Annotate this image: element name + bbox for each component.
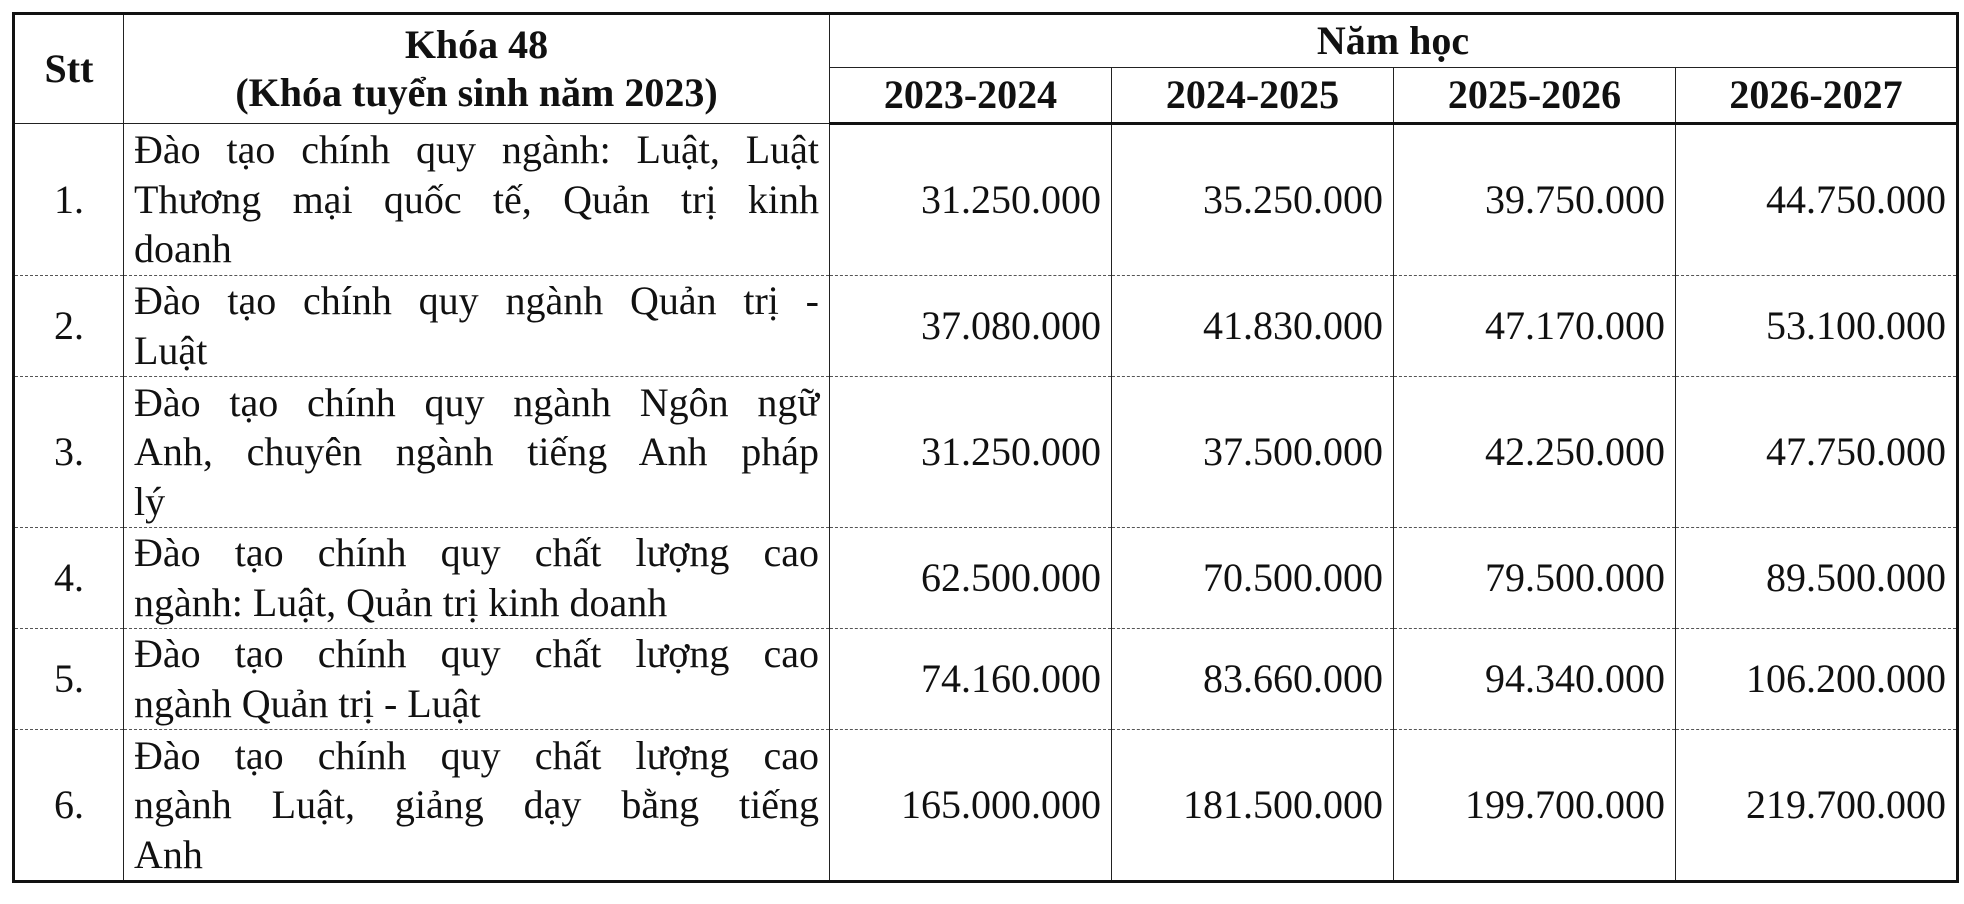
- fee-cell: 74.160.000: [830, 629, 1112, 730]
- program-line: Đào tạo chính quy chất lượng cao: [134, 631, 819, 677]
- fee-cell: 181.500.000: [1112, 730, 1394, 882]
- fee-cell: 53.100.000: [1676, 276, 1958, 377]
- fee-cell: 39.750.000: [1394, 124, 1676, 276]
- header-stt: Stt: [14, 14, 124, 124]
- row-stt: 3.: [14, 377, 124, 528]
- row-stt: 5.: [14, 629, 124, 730]
- header-year: 2024-2025: [1112, 68, 1394, 124]
- fee-cell: 44.750.000: [1676, 124, 1958, 276]
- header-year: 2025-2026: [1394, 68, 1676, 124]
- table-row: [14, 629, 1958, 730]
- table-row: [14, 730, 1958, 882]
- row-stt: 6.: [14, 730, 124, 882]
- fee-cell: 47.750.000: [1676, 377, 1958, 528]
- header-nam-hoc: Năm học: [830, 14, 1958, 68]
- program-line: Đào tạo chính quy ngành Ngôn ngữ: [134, 379, 819, 425]
- program-line: Đào tạo chính quy ngành: Luật, Luật: [134, 127, 819, 173]
- table-row: [14, 528, 1958, 629]
- fee-cell: 219.700.000: [1676, 730, 1958, 882]
- program-line: Luật: [134, 328, 208, 373]
- row-stt: 4.: [14, 528, 124, 629]
- fee-cell: 41.830.000: [1112, 276, 1394, 377]
- fee-cell: 47.170.000: [1394, 276, 1676, 377]
- header-khoa-line1: Khóa 48: [404, 22, 549, 67]
- row-program: [124, 730, 830, 882]
- fee-cell: 31.250.000: [830, 377, 1112, 528]
- row-program: [124, 377, 830, 528]
- row-program: [124, 528, 830, 629]
- header-khoa: [124, 14, 830, 124]
- fee-cell: 42.250.000: [1394, 377, 1676, 528]
- table-row: [14, 377, 1958, 528]
- row-program: [124, 276, 830, 377]
- header-year: 2023-2024: [830, 68, 1112, 124]
- program-line: ngành: Luật, Quản trị kinh doanh: [134, 580, 668, 625]
- fee-cell: 37.500.000: [1112, 377, 1394, 528]
- fee-cell: 94.340.000: [1394, 629, 1676, 730]
- table-row: [14, 124, 1958, 276]
- fee-cell: 165.000.000: [830, 730, 1112, 882]
- fee-cell: 62.500.000: [830, 528, 1112, 629]
- tuition-fee-table: [12, 12, 1959, 883]
- fee-cell: 83.660.000: [1112, 629, 1394, 730]
- fee-cell: 31.250.000: [830, 124, 1112, 276]
- program-line: Đào tạo chính quy chất lượng cao: [134, 732, 819, 778]
- program-line: Đào tạo chính quy chất lượng cao: [134, 530, 819, 576]
- fee-cell: 199.700.000: [1394, 730, 1676, 882]
- row-stt: 2.: [14, 276, 124, 377]
- table-row: [14, 276, 1958, 377]
- tuition-table-container: [12, 12, 1956, 883]
- program-line: Anh, chuyên ngành tiếng Anh pháp: [134, 429, 819, 475]
- row-program: [124, 124, 830, 276]
- program-line: lý: [134, 478, 166, 524]
- row-stt: 1.: [14, 124, 124, 276]
- program-line: Anh: [134, 831, 203, 877]
- header-year: 2026-2027: [1676, 68, 1958, 124]
- fee-cell: 35.250.000: [1112, 124, 1394, 276]
- header-khoa-line2: (Khóa tuyển sinh năm 2023): [235, 70, 718, 115]
- program-line: doanh: [134, 226, 232, 272]
- program-line: ngành Luật, giảng dạy bằng tiếng: [134, 782, 819, 828]
- program-line: Thương mại quốc tế, Quản trị kinh: [134, 176, 819, 222]
- fee-cell: 89.500.000: [1676, 528, 1958, 629]
- row-program: [124, 629, 830, 730]
- fee-cell: 106.200.000: [1676, 629, 1958, 730]
- program-line: ngành Quản trị - Luật: [134, 681, 481, 726]
- program-line: Đào tạo chính quy ngành Quản trị -: [134, 278, 819, 324]
- fee-cell: 79.500.000: [1394, 528, 1676, 629]
- fee-cell: 70.500.000: [1112, 528, 1394, 629]
- fee-cell: 37.080.000: [830, 276, 1112, 377]
